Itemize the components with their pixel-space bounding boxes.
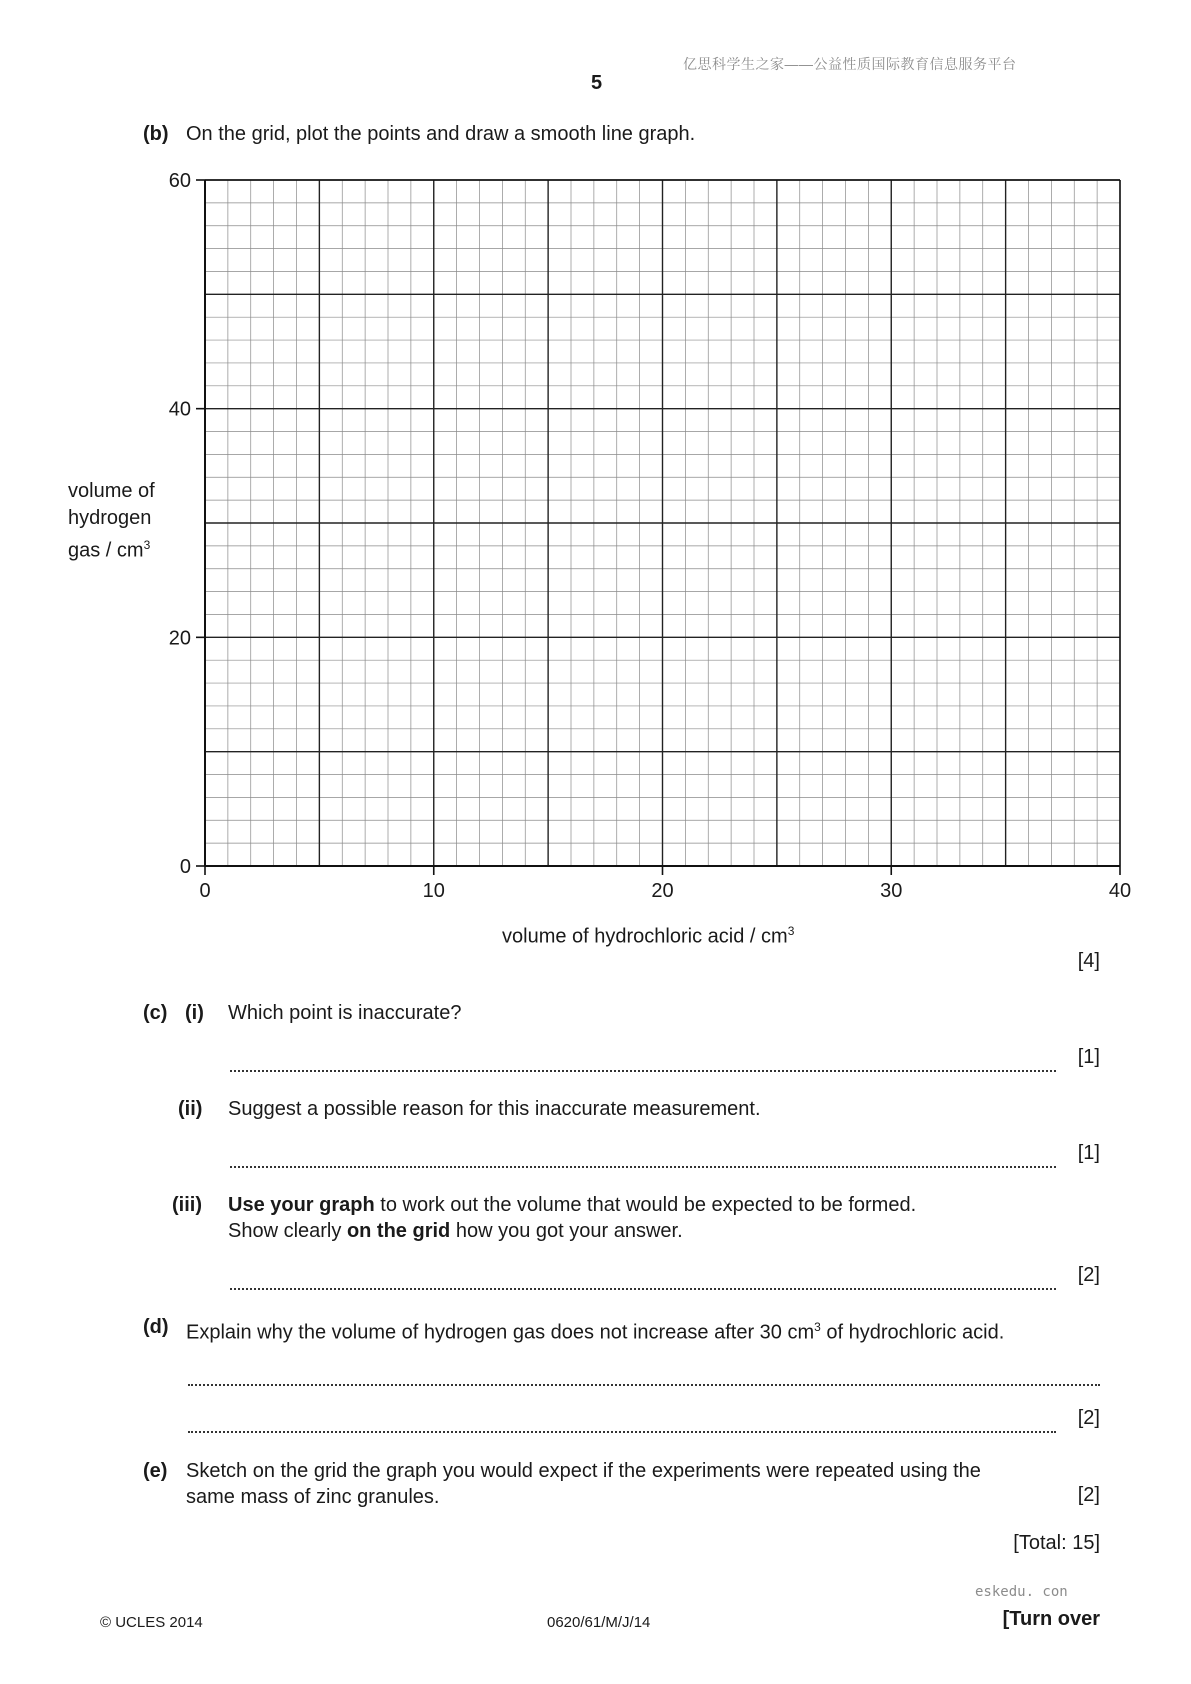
part-c-label: (c)	[143, 1002, 168, 1024]
part-d-label: (d)	[143, 1316, 169, 1338]
part-d-text-sup: 3	[814, 1320, 821, 1334]
part-d-answer-line-2[interactable]	[188, 1411, 1056, 1433]
x-axis-label	[502, 918, 794, 950]
turn-over-label: [Turn over	[1002, 1608, 1100, 1630]
y-axis-label-quantity: gas	[68, 539, 101, 562]
x-tick-label: 10	[422, 880, 445, 902]
y-axis-label-line2: hydrogen	[68, 507, 152, 529]
part-d-answer-line-1[interactable]	[188, 1364, 1100, 1386]
part-c-iii-question-line2	[228, 1218, 683, 1244]
footer-paper-code: 0620/61/M/J/14	[547, 1614, 651, 1631]
tick-marks	[196, 180, 1120, 875]
part-c-iii-line2-text: how you got your answer.	[450, 1220, 683, 1242]
y-tick-label: 40	[168, 398, 191, 421]
part-c-ii-label: (ii)	[178, 1098, 203, 1120]
x-axis-label-separator: /	[744, 925, 762, 948]
footer-copyright: © UCLES 2014	[100, 1614, 203, 1631]
part-c-ii-question: Suggest a possible reason for this inaccurate measurement.	[228, 1098, 761, 1120]
y-axis-label-separator: /	[100, 539, 117, 562]
part-c-i-label: (i)	[185, 1002, 204, 1024]
part-c-iii-question-line1	[228, 1192, 916, 1218]
x-axis-label-quantity: volume of hydrochloric acid	[502, 925, 745, 948]
y-axis-label-unit-sup: 3	[143, 538, 151, 552]
part-c-iii-emphasis-graph: Use your graph	[228, 1194, 375, 1216]
y-axis-label-line1: volume of	[68, 480, 155, 502]
part-c-i-answer-line[interactable]	[230, 1050, 1056, 1072]
y-axis-label-unit: cm	[116, 539, 144, 562]
part-e-marks: [2]	[1077, 1484, 1100, 1506]
x-axis-label-unit-sup: 3	[787, 924, 795, 938]
part-e-question-line1: Sketch on the grid the graph you would expect if the experiments were repeated using the	[186, 1460, 981, 1482]
x-tick-label: 0	[199, 880, 211, 902]
part-c-iii-line2-prefix: Show clearly	[228, 1220, 347, 1242]
header-watermark: 亿思科学生之家——公益性质国际教育信息服务平台	[683, 56, 1017, 72]
total-marks: [Total: 15]	[1013, 1532, 1100, 1554]
tick-labels	[169, 170, 1131, 902]
part-c-iii-label: (iii)	[172, 1194, 202, 1216]
part-b-label: (b)	[143, 123, 169, 145]
part-c-iii-marks: [2]	[1077, 1264, 1100, 1286]
part-c-ii-marks: [1]	[1077, 1142, 1100, 1164]
part-d-text-prefix: Explain why the volume of hydrogen gas does not increase after 30 cm	[186, 1321, 815, 1344]
y-tick-label: 20	[168, 627, 191, 650]
part-e-question-line2: same mass of zinc granules.	[186, 1486, 440, 1508]
y-axis-label-line3	[68, 532, 150, 564]
x-tick-label: 30	[880, 880, 903, 902]
x-tick-label: 20	[651, 880, 674, 902]
part-b-instruction: On the grid, plot the points and draw a smooth line graph.	[186, 123, 696, 145]
x-tick-label: 40	[1108, 880, 1132, 902]
part-d-marks: [2]	[1077, 1407, 1100, 1429]
y-tick-label: 60	[168, 170, 191, 192]
x-axis-label-unit: cm	[761, 925, 788, 948]
footer-site-watermark: eskedu. con	[975, 1584, 1068, 1600]
part-c-ii-answer-line[interactable]	[230, 1146, 1056, 1168]
part-c-iii-emphasis-grid: on the grid	[346, 1220, 451, 1242]
part-b-marks: [4]	[1077, 950, 1100, 972]
part-c-iii-answer-line[interactable]	[230, 1268, 1056, 1290]
y-tick-label: 0	[179, 856, 191, 878]
part-c-i-question: Which point is inaccurate?	[228, 1002, 462, 1024]
part-d-question	[186, 1314, 1004, 1346]
part-c-iii-line1-text: to work out the volume that would be expected to be formed.	[374, 1194, 917, 1216]
part-e-label: (e)	[143, 1460, 168, 1482]
part-c-i-marks: [1]	[1077, 1046, 1100, 1068]
page-number: 5	[591, 72, 603, 94]
part-d-text-suffix: of hydrochloric acid.	[820, 1321, 1005, 1344]
